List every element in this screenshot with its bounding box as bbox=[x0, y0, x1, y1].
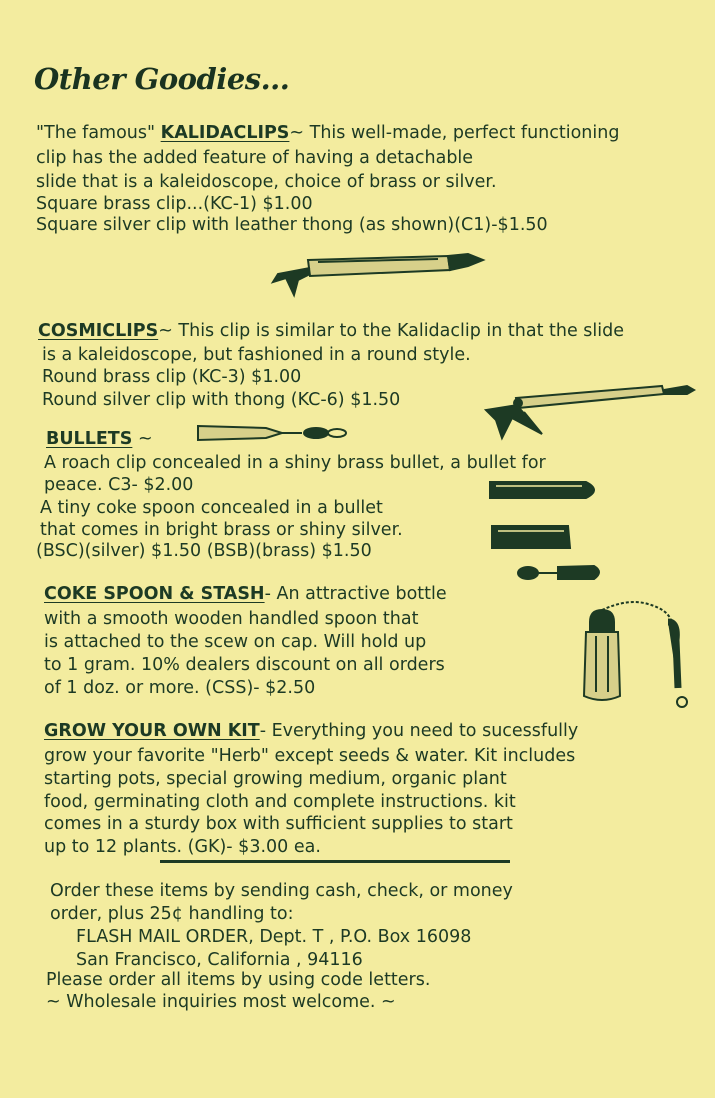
kaliclips-heading: KALIDACLIPS bbox=[160, 123, 290, 143]
kaliclips-price-brass: Square brass clip...(KC-1) $1.00 bbox=[36, 194, 313, 214]
bullets-line-2: peace. C3- $2.00 bbox=[44, 475, 194, 495]
order-line-1: Order these items by sending cash, check, or money bbox=[50, 881, 513, 901]
coke-line-2: with a smooth wooden handled spoon that bbox=[44, 609, 419, 629]
bullets-line-3: A tiny coke spoon concealed in a bullet bbox=[40, 498, 383, 518]
grow-heading: GROW YOUR OWN KIT bbox=[44, 721, 260, 741]
coke-line-3: is attached to the scew on cap. Will hold up bbox=[44, 632, 427, 652]
coke-price: of 1 doz. or more. (CSS)- $2.50 bbox=[44, 678, 316, 698]
order-line-2: order, plus 25¢ handling to: bbox=[50, 904, 294, 924]
bullets-heading-line bbox=[46, 428, 153, 450]
order-line-5: Please order all items by using code letters. bbox=[46, 970, 431, 990]
coke-line-1 bbox=[44, 583, 447, 605]
kaliclips-line-3: slide that is a kaleidoscope, choice of brass or silver. bbox=[36, 172, 497, 192]
bullets-heading: BULLETS bbox=[46, 429, 133, 449]
order-address-name: FLASH MAIL ORDER, Dept. T , P.O. Box 16098 bbox=[76, 927, 472, 947]
kaliclips-line-2: clip has the added feature of having a detachable bbox=[36, 148, 474, 168]
page-title: Other Goodies... bbox=[34, 62, 290, 96]
grow-line-1-text: - Everything you need to sucessfully bbox=[259, 721, 579, 741]
coke-heading: COKE SPOON & STASH bbox=[44, 584, 265, 604]
cosmiclips-price-brass: Round brass clip (KC-3) $1.00 bbox=[42, 367, 302, 387]
bullets-tilde: ~ bbox=[137, 429, 153, 449]
bullets-line-1: A roach clip concealed in a shiny brass bullet, a bullet for bbox=[44, 453, 546, 473]
section-divider bbox=[160, 860, 510, 863]
cosmiclip-illustration bbox=[482, 372, 697, 444]
stash-bottle-illustration bbox=[578, 596, 703, 716]
grow-line-4: food, germinating cloth and complete instructions. kit bbox=[44, 792, 516, 812]
kaliclips-prefix: "The famous" bbox=[36, 123, 156, 143]
cosmiclips-line-2: is a kaleidoscope, but fashioned in a round style. bbox=[42, 345, 471, 365]
kaliclips-line-1 bbox=[36, 122, 619, 144]
kalidaclip-illustration bbox=[268, 240, 490, 302]
bullet-clip-illustration bbox=[192, 422, 352, 444]
cosmiclips-line-1 bbox=[38, 320, 624, 342]
grow-line-5: comes in a sturdy box with sufficient supplies to start bbox=[44, 814, 513, 834]
bullet-cases-illustration bbox=[486, 476, 611, 588]
order-address-city: San Francisco, California , 94116 bbox=[76, 950, 363, 970]
grow-line-3: starting pots, special growing medium, organic plant bbox=[44, 769, 507, 789]
kaliclips-line-1-text: ~ This well-made, perfect functioning bbox=[289, 123, 620, 143]
grow-line-1 bbox=[44, 720, 578, 742]
cosmiclips-price-silver: Round silver clip with thong (KC-6) $1.50 bbox=[42, 390, 401, 410]
cosmiclips-heading: COSMICLIPS bbox=[38, 321, 159, 341]
order-wholesale: ~ Wholesale inquiries most welcome. ~ bbox=[46, 992, 396, 1012]
bullets-line-4: that comes in bright brass or shiny silver. bbox=[40, 520, 403, 540]
cosmiclips-line-1-text: ~ This clip is similar to the Kalidaclip in that the slide bbox=[158, 321, 625, 341]
bullets-prices: (BSC)(silver) $1.50 (BSB)(brass) $1.50 bbox=[36, 541, 372, 561]
kaliclips-price-silver: Square silver clip with leather thong (as shown)(C1)-$1.50 bbox=[36, 215, 548, 235]
coke-line-4: to 1 gram. 10% dealers discount on all orders bbox=[44, 655, 445, 675]
grow-line-2: grow your favorite "Herb" except seeds & water. Kit includes bbox=[44, 746, 576, 766]
coke-line-1-text: - An attractive bottle bbox=[264, 584, 447, 604]
grow-price: up to 12 plants. (GK)- $3.00 ea. bbox=[44, 837, 321, 857]
